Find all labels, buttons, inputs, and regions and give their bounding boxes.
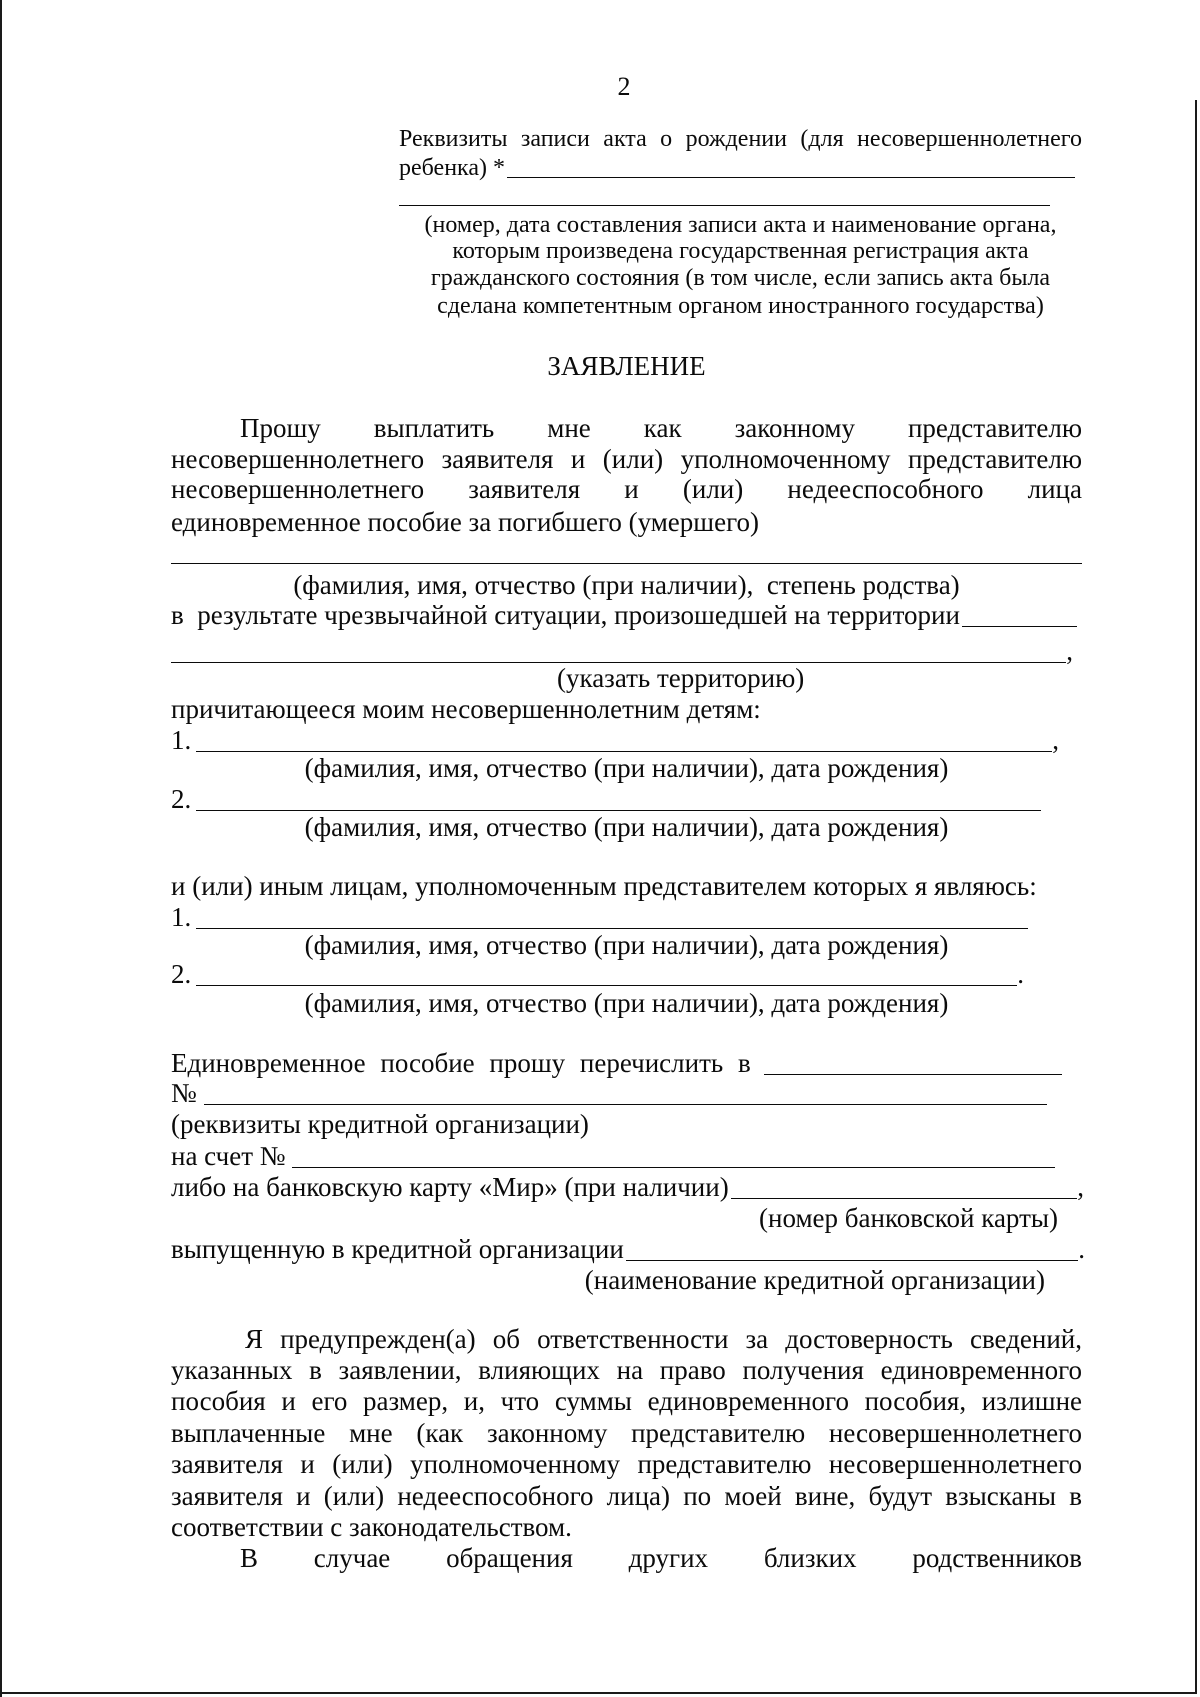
- account-label: на счет №: [171, 1141, 286, 1171]
- child-item: [171, 725, 1059, 756]
- transfer-blank: [764, 1074, 1062, 1075]
- next-paragraph-start: В случае обращения других близких родственников: [240, 1543, 1082, 1573]
- child-item-number: 2.: [171, 784, 192, 814]
- deceased-name-blank: [171, 563, 1082, 564]
- child-item-blank: [196, 810, 1041, 811]
- warning-line: указанных в заявлении, влияющих на право получения единовременного: [171, 1355, 1082, 1385]
- birth-record-caption-line: которым произведена государственная регистрация акта: [452, 238, 1029, 264]
- document-title: ЗАЯВЛЕНИЕ: [547, 351, 706, 381]
- account-line: [171, 1141, 1055, 1172]
- warning-line: заявителя и (или) недееспособного лица) по моей вине, будут взысканы в: [171, 1481, 1082, 1511]
- child-item: [171, 784, 1041, 815]
- child-item-end: ,: [1052, 725, 1059, 755]
- deceased-caption: (фамилия, имя, отчество (при наличии), степень родства): [293, 570, 960, 600]
- request-line: несовершеннолетнего заявителя и (или) уполномоченному представителю: [171, 444, 1082, 474]
- other-person-blank: [196, 985, 1017, 986]
- request-line: единовременное пособие за погибшего (умершего): [171, 507, 759, 537]
- birth-record-label: Реквизиты записи акта о рождении (для несовершеннолетнего: [399, 126, 1082, 152]
- card-line-end: ,: [1077, 1172, 1084, 1202]
- territory-line-end: ,: [1066, 636, 1073, 666]
- birth-record-field: [399, 155, 1075, 182]
- card-caption: (номер банковской карты): [759, 1203, 1058, 1233]
- page-number: 2: [617, 72, 631, 101]
- child-item-number: 1.: [171, 725, 192, 755]
- scan-border-bottom: [0, 1692, 1197, 1694]
- scan-border-left: [0, 0, 2, 1697]
- other-person-item: [171, 902, 1028, 933]
- other-persons-heading: и (или) иным лицам, уполномоченным представителем которых я являюсь:: [171, 871, 1037, 901]
- warning-line: выплаченные мне (как законному представителю несовершеннолетнего: [171, 1418, 1082, 1448]
- account-blank: [292, 1167, 1056, 1168]
- other-person-number: 2.: [171, 959, 192, 989]
- card-blank: [731, 1198, 1078, 1199]
- territory-label: в результате чрезвычайной ситуации, произошедшей на территории: [171, 600, 960, 630]
- children-heading: причитающееся моим несовершеннолетним детям:: [171, 694, 761, 724]
- card-label: либо на банковскую карту «Мир» (при наличии): [171, 1172, 729, 1202]
- warning-line: соответствии с законодательством.: [171, 1512, 572, 1542]
- child-item-caption: (фамилия, имя, отчество (при наличии), дата рождения): [304, 753, 949, 783]
- warning-line: пособия и его размер, и, что суммы единовременного пособия, излишне: [171, 1386, 1082, 1416]
- issuer-caption: (наименование кредитной организации): [584, 1265, 1045, 1295]
- scan-border-right: [1195, 100, 1197, 1694]
- child-item-blank: [196, 751, 1052, 752]
- birth-record-label-continued: ребенка) *: [399, 155, 505, 181]
- bank-details-caption: (реквизиты кредитной организации): [171, 1109, 589, 1139]
- birth-record-blank-line-2: [399, 205, 1050, 206]
- territory-blank: [962, 626, 1077, 627]
- other-person-caption: (фамилия, имя, отчество (при наличии), дата рождения): [304, 930, 949, 960]
- warning-line: заявителя и (или) уполномоченному представителю несовершеннолетнего: [171, 1449, 1082, 1479]
- card-line: [171, 1172, 1084, 1203]
- request-line: Прошу выплатить мне как законному представителю: [240, 413, 1082, 443]
- other-person-blank: [196, 928, 1028, 929]
- bank-number-blank: [204, 1104, 1047, 1105]
- other-person-number: 1.: [171, 902, 192, 932]
- issuer-line-end: .: [1078, 1234, 1085, 1264]
- other-person-end: .: [1017, 959, 1024, 989]
- issuer-label: выпущенную в кредитной организации: [171, 1234, 624, 1264]
- warning-line: Я предупрежден(а) об ответственности за достоверность сведений,: [245, 1324, 1082, 1354]
- issuer-line: [171, 1234, 1085, 1265]
- birth-record-caption-line: (номер, дата составления записи акта и наименование органа,: [424, 212, 1057, 238]
- other-person-caption: (фамилия, имя, отчество (при наличии), дата рождения): [304, 988, 949, 1018]
- request-line: несовершеннолетнего заявителя и (или) недееспособного лица: [171, 474, 1082, 504]
- birth-record-caption-line: сделана компетентным органом иностранного государства): [437, 293, 1044, 319]
- territory-line: [171, 600, 1077, 631]
- issuer-blank: [626, 1260, 1078, 1261]
- territory-caption: (указать территорию): [557, 663, 805, 693]
- bank-number-line: [171, 1078, 1047, 1109]
- birth-record-blank: [507, 177, 1075, 178]
- transfer-line: [171, 1048, 1062, 1079]
- other-person-item: [171, 959, 1024, 990]
- transfer-label: Единовременное пособие прошу перечислить в: [171, 1048, 751, 1078]
- birth-record-caption-line: гражданского состояния (в том числе, если запись акта была: [430, 265, 1051, 291]
- child-item-caption: (фамилия, имя, отчество (при наличии), дата рождения): [304, 812, 949, 842]
- number-sign: №: [171, 1078, 197, 1108]
